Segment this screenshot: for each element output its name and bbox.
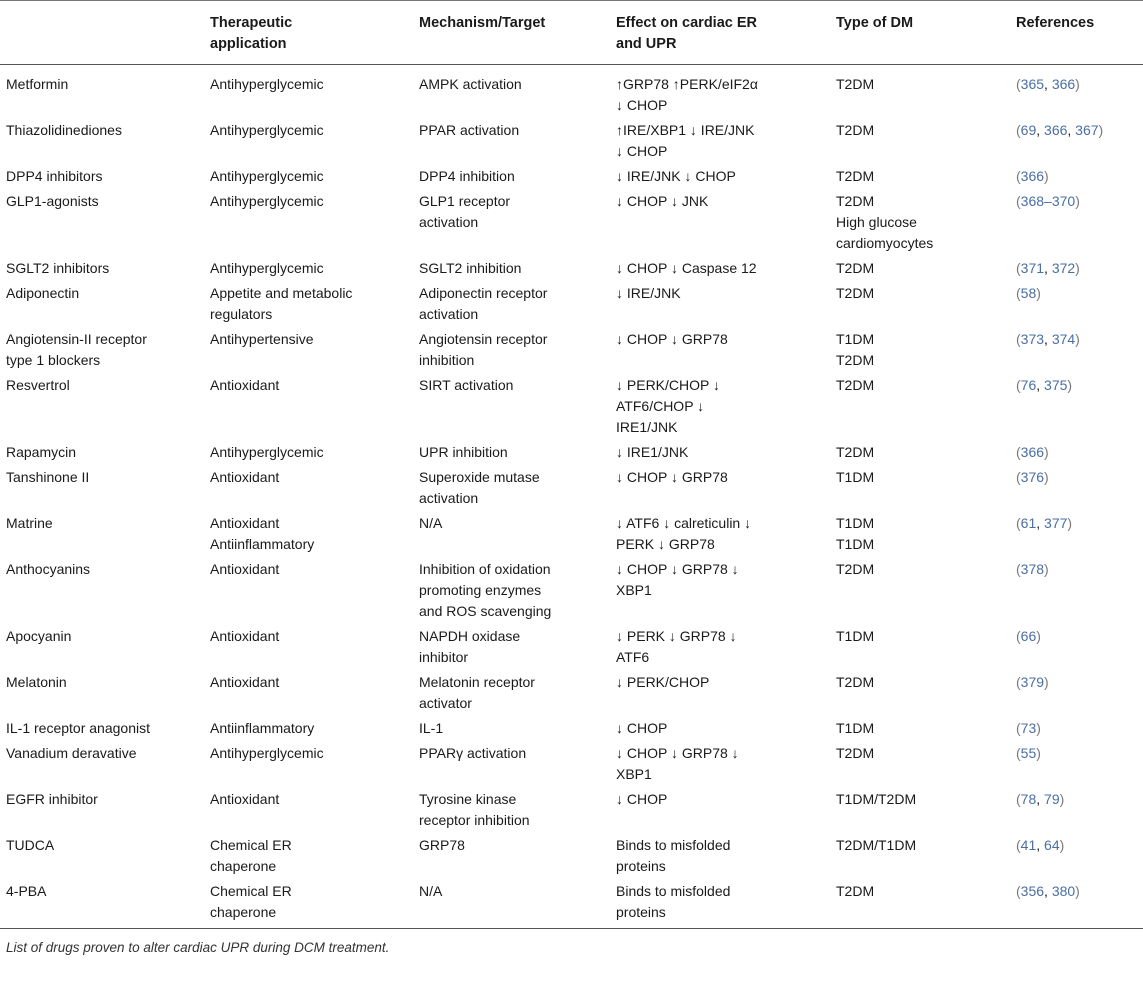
effect-cell bbox=[610, 256, 830, 281]
mechanism-line: activation bbox=[419, 490, 479, 506]
drug-name-line: Angiotensin-II receptor bbox=[6, 331, 147, 347]
table-body bbox=[0, 65, 1143, 929]
table-row bbox=[0, 879, 1143, 929]
dm-type-line: T1DM bbox=[836, 536, 875, 552]
reference-link[interactable]: 373 bbox=[1020, 331, 1045, 347]
mechanism-line: activation bbox=[419, 306, 479, 322]
reference-link[interactable]: 55 bbox=[1020, 745, 1037, 761]
references-cell: (69, 366, 367) bbox=[1016, 122, 1104, 138]
table-row bbox=[0, 164, 1143, 189]
reference-link[interactable]: 368–370 bbox=[1020, 193, 1076, 209]
dm-type-line: T2DM bbox=[836, 377, 875, 393]
effect-cell bbox=[610, 189, 830, 256]
application-line: Antioxidant bbox=[210, 515, 280, 531]
dm-type-line: T2DM bbox=[836, 352, 875, 368]
effect-cell bbox=[610, 511, 830, 557]
effect-line: ↓ CHOP ↓ Caspase 12 bbox=[616, 260, 757, 276]
reference-link[interactable]: 375 bbox=[1044, 377, 1068, 393]
drug-name-cell bbox=[0, 281, 204, 327]
mechanism-line: GLP1 receptor bbox=[419, 193, 511, 209]
table-row bbox=[0, 741, 1143, 787]
application-line: Antioxidant bbox=[210, 628, 280, 644]
header-effect: Effect on cardiac ER and UPR bbox=[610, 1, 830, 65]
mechanism-cell bbox=[413, 65, 610, 119]
effect-cell bbox=[610, 879, 830, 929]
mechanism-line: activator bbox=[419, 695, 472, 711]
mechanism-cell bbox=[413, 327, 610, 373]
effect-cell bbox=[610, 327, 830, 373]
application-line: Antihypertensive bbox=[210, 331, 314, 347]
dm-type-line: T1DM/T2DM bbox=[836, 791, 917, 807]
dm-type-cell bbox=[830, 189, 1010, 256]
drug-name-line: Rapamycin bbox=[6, 444, 77, 460]
mechanism-line: receptor inhibition bbox=[419, 812, 530, 828]
mechanism-line: IL-1 bbox=[419, 720, 444, 736]
dm-type-cell bbox=[830, 879, 1010, 929]
header-dm-type: Type of DM bbox=[830, 1, 1010, 65]
application-line: regulators bbox=[210, 306, 273, 322]
application-line: chaperone bbox=[210, 904, 277, 920]
references-cell: (58) bbox=[1016, 285, 1041, 301]
reference-link[interactable]: 58 bbox=[1020, 285, 1037, 301]
reference-link[interactable]: 372 bbox=[1051, 260, 1076, 276]
drug-name-cell bbox=[0, 787, 204, 833]
application-cell bbox=[204, 716, 413, 741]
header-row bbox=[0, 1, 1143, 65]
mechanism-line: PPAR activation bbox=[419, 122, 520, 138]
reference-link[interactable]: 365 bbox=[1020, 76, 1045, 92]
references-cell: (66) bbox=[1016, 628, 1041, 644]
application-line: Antiinflammatory bbox=[210, 720, 315, 736]
drug-name-line: Metformin bbox=[6, 76, 69, 92]
effect-line: ↓ CHOP ↓ GRP78 bbox=[616, 331, 728, 347]
references-cell: (373, 374) bbox=[1016, 331, 1080, 347]
dm-type-cell bbox=[830, 256, 1010, 281]
application-cell bbox=[204, 879, 413, 929]
dm-type-cell bbox=[830, 716, 1010, 741]
references-cell: (55) bbox=[1016, 745, 1041, 761]
reference-link[interactable]: 367 bbox=[1075, 122, 1099, 138]
references-cell: (376) bbox=[1016, 469, 1049, 485]
drug-name-cell bbox=[0, 164, 204, 189]
effect-line: ↓ PERK/CHOP bbox=[616, 674, 710, 690]
mechanism-line: Superoxide mutase bbox=[419, 469, 540, 485]
effect-line: ↓ IRE/JNK bbox=[616, 285, 681, 301]
reference-link[interactable]: 356 bbox=[1020, 883, 1045, 899]
mechanism-cell bbox=[413, 373, 610, 440]
dm-type-line: T2DM bbox=[836, 745, 875, 761]
mechanism-cell bbox=[413, 256, 610, 281]
effect-line: ↓ CHOP bbox=[616, 791, 668, 807]
mechanism-cell bbox=[413, 716, 610, 741]
dm-type-line: T2DM bbox=[836, 193, 875, 209]
dm-type-line: T2DM bbox=[836, 122, 875, 138]
mechanism-cell bbox=[413, 118, 610, 164]
application-cell bbox=[204, 281, 413, 327]
references-cell: (365, 366) bbox=[1016, 76, 1080, 92]
reference-link[interactable]: 76 bbox=[1020, 377, 1037, 393]
dm-type-line: T1DM bbox=[836, 469, 875, 485]
drug-name-line: DPP4 inhibitors bbox=[6, 168, 103, 184]
mechanism-cell bbox=[413, 281, 610, 327]
drug-name-cell bbox=[0, 118, 204, 164]
drug-name-line: TUDCA bbox=[6, 837, 55, 853]
dm-type-line: T1DM bbox=[836, 331, 875, 347]
table-row bbox=[0, 465, 1143, 511]
reference-link[interactable]: 378 bbox=[1020, 561, 1045, 577]
reference-link[interactable]: 374 bbox=[1051, 331, 1076, 347]
mechanism-cell bbox=[413, 557, 610, 624]
dm-type-cell bbox=[830, 787, 1010, 833]
mechanism-line: promoting enzymes bbox=[419, 582, 542, 598]
effect-line: ↓ CHOP ↓ GRP78 bbox=[616, 469, 728, 485]
effect-line: ↓ CHOP bbox=[616, 720, 668, 736]
application-line: Antihyperglycemic bbox=[210, 168, 324, 184]
table-row bbox=[0, 440, 1143, 465]
mechanism-line: GRP78 bbox=[419, 837, 465, 853]
mechanism-line: AMPK activation bbox=[419, 76, 522, 92]
header-mechanism: Mechanism/Target bbox=[413, 1, 610, 65]
effect-cell bbox=[610, 557, 830, 624]
application-line: Antihyperglycemic bbox=[210, 745, 324, 761]
dm-type-cell bbox=[830, 511, 1010, 557]
dm-type-line: T2DM bbox=[836, 76, 875, 92]
table-row bbox=[0, 189, 1143, 256]
application-line: Chemical ER bbox=[210, 883, 292, 899]
mechanism-line: Adiponectin receptor bbox=[419, 285, 548, 301]
effect-line: Binds to misfolded bbox=[616, 837, 731, 853]
reference-link[interactable]: 73 bbox=[1020, 720, 1037, 736]
drug-name-cell bbox=[0, 670, 204, 716]
table-row bbox=[0, 256, 1143, 281]
references-cell: (379) bbox=[1016, 674, 1049, 690]
dm-type-line: T2DM bbox=[836, 285, 875, 301]
dm-type-line: T2DM bbox=[836, 883, 875, 899]
mechanism-cell bbox=[413, 787, 610, 833]
drug-name-line: Resvertrol bbox=[6, 377, 70, 393]
header-application: Therapeutic application bbox=[204, 1, 413, 65]
effect-line: ↓ IRE/JNK ↓ CHOP bbox=[616, 168, 736, 184]
application-cell bbox=[204, 118, 413, 164]
effect-line: ↓ PERK/CHOP ↓ bbox=[616, 377, 720, 393]
mechanism-cell bbox=[413, 833, 610, 879]
references-cell: (366) bbox=[1016, 168, 1049, 184]
mechanism-line: N/A bbox=[419, 883, 443, 899]
drug-name-line: Anthocyanins bbox=[6, 561, 91, 577]
mechanism-line: Angiotensin receptor bbox=[419, 331, 548, 347]
mechanism-line: SGLT2 inhibition bbox=[419, 260, 522, 276]
reference-link[interactable]: 366 bbox=[1044, 122, 1068, 138]
effect-line: PERK ↓ GRP78 bbox=[616, 536, 715, 552]
drug-name-line: Melatonin bbox=[6, 674, 67, 690]
dm-type-cell bbox=[830, 465, 1010, 511]
mechanism-cell bbox=[413, 511, 610, 557]
references-cell: (356, 380) bbox=[1010, 879, 1143, 929]
reference-link[interactable]: 379 bbox=[1020, 674, 1045, 690]
mechanism-line: inhibitor bbox=[419, 649, 469, 665]
reference-link[interactable]: 380 bbox=[1051, 883, 1076, 899]
effect-cell bbox=[610, 670, 830, 716]
mechanism-line: inhibition bbox=[419, 352, 475, 368]
mechanism-cell bbox=[413, 741, 610, 787]
drug-name-line: Thiazolidinediones bbox=[6, 122, 122, 138]
drug-name-line: Matrine bbox=[6, 515, 53, 531]
table-row bbox=[0, 787, 1143, 833]
effect-line: ↑IRE/XBP1 ↓ IRE/JNK bbox=[616, 122, 755, 138]
dm-type-cell bbox=[830, 624, 1010, 670]
effect-line: ↑GRP78 ↑PERK/eIF2α bbox=[616, 76, 758, 92]
drug-name-cell bbox=[0, 65, 204, 119]
application-cell bbox=[204, 189, 413, 256]
effect-line: ↓ CHOP ↓ GRP78 ↓ bbox=[616, 745, 739, 761]
drug-name-line: GLP1-agonists bbox=[6, 193, 99, 209]
application-cell bbox=[204, 65, 413, 119]
reference-link[interactable]: 376 bbox=[1020, 469, 1045, 485]
effect-line: XBP1 bbox=[616, 766, 652, 782]
application-line: Antioxidant bbox=[210, 469, 280, 485]
drug-name-line: Vanadium deravative bbox=[6, 745, 137, 761]
reference-link[interactable]: 377 bbox=[1044, 515, 1068, 531]
mechanism-cell bbox=[413, 440, 610, 465]
mechanism-cell bbox=[413, 624, 610, 670]
effect-line: ↓ CHOP bbox=[616, 143, 668, 159]
dm-type-cell bbox=[830, 833, 1010, 879]
mechanism-line: DPP4 inhibition bbox=[419, 168, 515, 184]
dm-type-line: High glucose bbox=[836, 214, 917, 230]
dm-type-cell bbox=[830, 281, 1010, 327]
effect-cell bbox=[610, 465, 830, 511]
reference-link[interactable]: 69 bbox=[1020, 122, 1037, 138]
reference-link[interactable]: 371 bbox=[1020, 260, 1045, 276]
mechanism-cell bbox=[413, 465, 610, 511]
mechanism-cell bbox=[413, 189, 610, 256]
drug-name-line: type 1 blockers bbox=[6, 352, 101, 368]
application-cell bbox=[204, 557, 413, 624]
drug-name-cell bbox=[0, 511, 204, 557]
application-line: Antioxidant bbox=[210, 791, 280, 807]
drug-name-cell bbox=[0, 256, 204, 281]
mechanism-cell bbox=[413, 670, 610, 716]
effect-line: ↓ CHOP ↓ JNK bbox=[616, 193, 709, 209]
reference-link[interactable]: 66 bbox=[1020, 628, 1037, 644]
reference-link[interactable]: 41 bbox=[1020, 837, 1037, 853]
header-drug bbox=[0, 1, 204, 65]
effect-cell bbox=[610, 716, 830, 741]
drug-name-line: EGFR inhibitor bbox=[6, 791, 98, 807]
application-cell bbox=[204, 787, 413, 833]
mechanism-line: N/A bbox=[419, 515, 443, 531]
dm-type-line: T2DM bbox=[836, 674, 875, 690]
drug-name-line: SGLT2 inhibitors bbox=[6, 260, 110, 276]
drug-name-line: Apocyanin bbox=[6, 628, 72, 644]
application-cell bbox=[204, 624, 413, 670]
dm-type-cell bbox=[830, 741, 1010, 787]
table-row bbox=[0, 511, 1143, 557]
dm-type-line: T1DM bbox=[836, 628, 875, 644]
effect-cell bbox=[610, 164, 830, 189]
effect-cell bbox=[610, 281, 830, 327]
references-cell: (41, 64) bbox=[1016, 837, 1065, 853]
drug-name-cell bbox=[0, 741, 204, 787]
table-row bbox=[0, 118, 1143, 164]
application-line: Antioxidant bbox=[210, 561, 280, 577]
dm-type-cell bbox=[830, 373, 1010, 440]
effect-cell bbox=[610, 440, 830, 465]
references-cell: (73) bbox=[1016, 720, 1041, 736]
table-row bbox=[0, 557, 1143, 624]
references-cell: (368–370) bbox=[1016, 193, 1080, 209]
effect-line: ↓ CHOP ↓ GRP78 ↓ bbox=[616, 561, 739, 577]
mechanism-line: SIRT activation bbox=[419, 377, 514, 393]
reference-link[interactable]: 78 bbox=[1020, 791, 1037, 807]
dm-type-line: T1DM bbox=[836, 720, 875, 736]
references-cell: (78, 79) bbox=[1016, 791, 1065, 807]
effect-line: ↓ IRE1/JNK bbox=[616, 444, 689, 460]
effect-line: ↓ ATF6 ↓ calreticulin ↓ bbox=[616, 515, 752, 531]
mechanism-line: PPARγ activation bbox=[419, 745, 527, 761]
effect-cell bbox=[610, 624, 830, 670]
effect-cell bbox=[610, 787, 830, 833]
dm-type-line: T2DM bbox=[836, 168, 875, 184]
drug-name-cell bbox=[0, 833, 204, 879]
table-row bbox=[0, 281, 1143, 327]
effect-line: proteins bbox=[616, 858, 666, 874]
application-cell bbox=[204, 440, 413, 465]
reference-link[interactable]: 366 bbox=[1051, 76, 1076, 92]
application-line: Antioxidant bbox=[210, 674, 280, 690]
table-row bbox=[0, 65, 1143, 119]
drug-name-line: Adiponectin bbox=[6, 285, 80, 301]
drug-name-cell bbox=[0, 465, 204, 511]
drug-name-cell bbox=[0, 373, 204, 440]
drug-name-cell bbox=[0, 879, 204, 929]
table-caption: List of drugs proven to alter cardiac UPR during DCM treatment. bbox=[6, 940, 390, 955]
effect-cell bbox=[610, 65, 830, 119]
reference-link[interactable]: 366 bbox=[1020, 168, 1045, 184]
dm-type-cell bbox=[830, 670, 1010, 716]
effect-line: ATF6/CHOP ↓ bbox=[616, 398, 705, 414]
dm-type-cell bbox=[830, 65, 1010, 119]
dm-type-cell bbox=[830, 440, 1010, 465]
reference-link[interactable]: 366 bbox=[1020, 444, 1045, 460]
dm-type-cell bbox=[830, 327, 1010, 373]
mechanism-line: NAPDH oxidase bbox=[419, 628, 521, 644]
application-cell bbox=[204, 741, 413, 787]
mechanism-cell bbox=[413, 164, 610, 189]
references-cell: (76, 375) bbox=[1016, 377, 1073, 393]
effect-line: ATF6 bbox=[616, 649, 650, 665]
mechanism-line: UPR inhibition bbox=[419, 444, 508, 460]
mechanism-cell bbox=[413, 879, 610, 929]
effect-line: XBP1 bbox=[616, 582, 652, 598]
reference-link[interactable]: 79 bbox=[1044, 791, 1060, 807]
application-line: Antihyperglycemic bbox=[210, 260, 324, 276]
application-cell bbox=[204, 327, 413, 373]
application-line: Appetite and metabolic bbox=[210, 285, 353, 301]
dm-type-line: T2DM/T1DM bbox=[836, 837, 917, 853]
mechanism-line: and ROS scavenging bbox=[419, 603, 552, 619]
application-cell bbox=[204, 465, 413, 511]
application-cell bbox=[204, 833, 413, 879]
table-row bbox=[0, 716, 1143, 741]
drug-name-cell bbox=[0, 440, 204, 465]
table-row bbox=[0, 833, 1143, 879]
drug-name-cell bbox=[0, 557, 204, 624]
references-cell: (366) bbox=[1016, 444, 1049, 460]
table-row bbox=[0, 327, 1143, 373]
application-line: Chemical ER bbox=[210, 837, 292, 853]
drug-name-cell bbox=[0, 327, 204, 373]
drug-name-line: IL-1 receptor anagonist bbox=[6, 720, 150, 736]
mechanism-line: activation bbox=[419, 214, 479, 230]
dm-type-cell bbox=[830, 557, 1010, 624]
application-line: Antioxidant bbox=[210, 377, 280, 393]
references-cell: (61, 377) bbox=[1016, 515, 1073, 531]
effect-line: ↓ CHOP bbox=[616, 97, 668, 113]
drug-name-cell bbox=[0, 716, 204, 741]
header-references: References bbox=[1010, 1, 1143, 65]
mechanism-line: Inhibition of oxidation bbox=[419, 561, 551, 577]
effect-cell bbox=[610, 833, 830, 879]
application-line: Antihyperglycemic bbox=[210, 122, 324, 138]
mechanism-line: Tyrosine kinase bbox=[419, 791, 517, 807]
drug-name-cell bbox=[0, 624, 204, 670]
drug-name-line: 4-PBA bbox=[6, 883, 47, 899]
application-line: Antihyperglycemic bbox=[210, 76, 324, 92]
application-cell bbox=[204, 164, 413, 189]
application-line: Antihyperglycemic bbox=[210, 444, 324, 460]
effect-line: IRE1/JNK bbox=[616, 419, 678, 435]
drug-name-line: Tanshinone II bbox=[6, 469, 90, 485]
references-cell: (371, 372) bbox=[1016, 260, 1080, 276]
effect-line: Binds to misfolded bbox=[616, 883, 731, 899]
dm-type-line: T2DM bbox=[836, 561, 875, 577]
effect-line: ↓ PERK ↓ GRP78 ↓ bbox=[616, 628, 737, 644]
application-cell bbox=[204, 256, 413, 281]
application-cell bbox=[204, 670, 413, 716]
effect-cell bbox=[610, 373, 830, 440]
reference-link[interactable]: 64 bbox=[1044, 837, 1060, 853]
dm-type-cell bbox=[830, 164, 1010, 189]
table-row bbox=[0, 624, 1143, 670]
dm-type-line: T2DM bbox=[836, 444, 875, 460]
references-cell: (378) bbox=[1016, 561, 1049, 577]
table-row bbox=[0, 373, 1143, 440]
mechanism-line: Melatonin receptor bbox=[419, 674, 535, 690]
table-row bbox=[0, 670, 1143, 716]
reference-link[interactable]: 61 bbox=[1020, 515, 1037, 531]
application-cell bbox=[204, 511, 413, 557]
effect-cell bbox=[610, 118, 830, 164]
application-line: Antihyperglycemic bbox=[210, 193, 324, 209]
effect-cell bbox=[610, 741, 830, 787]
dm-type-cell bbox=[830, 118, 1010, 164]
dm-type-line: T2DM bbox=[836, 260, 875, 276]
application-line: chaperone bbox=[210, 858, 277, 874]
effect-line: proteins bbox=[616, 904, 666, 920]
dm-type-line: T1DM bbox=[836, 515, 875, 531]
dm-type-line: cardiomyocytes bbox=[836, 235, 934, 251]
drug-name-cell bbox=[0, 189, 204, 256]
application-cell bbox=[204, 373, 413, 440]
application-line: Antiinflammatory bbox=[210, 536, 315, 552]
